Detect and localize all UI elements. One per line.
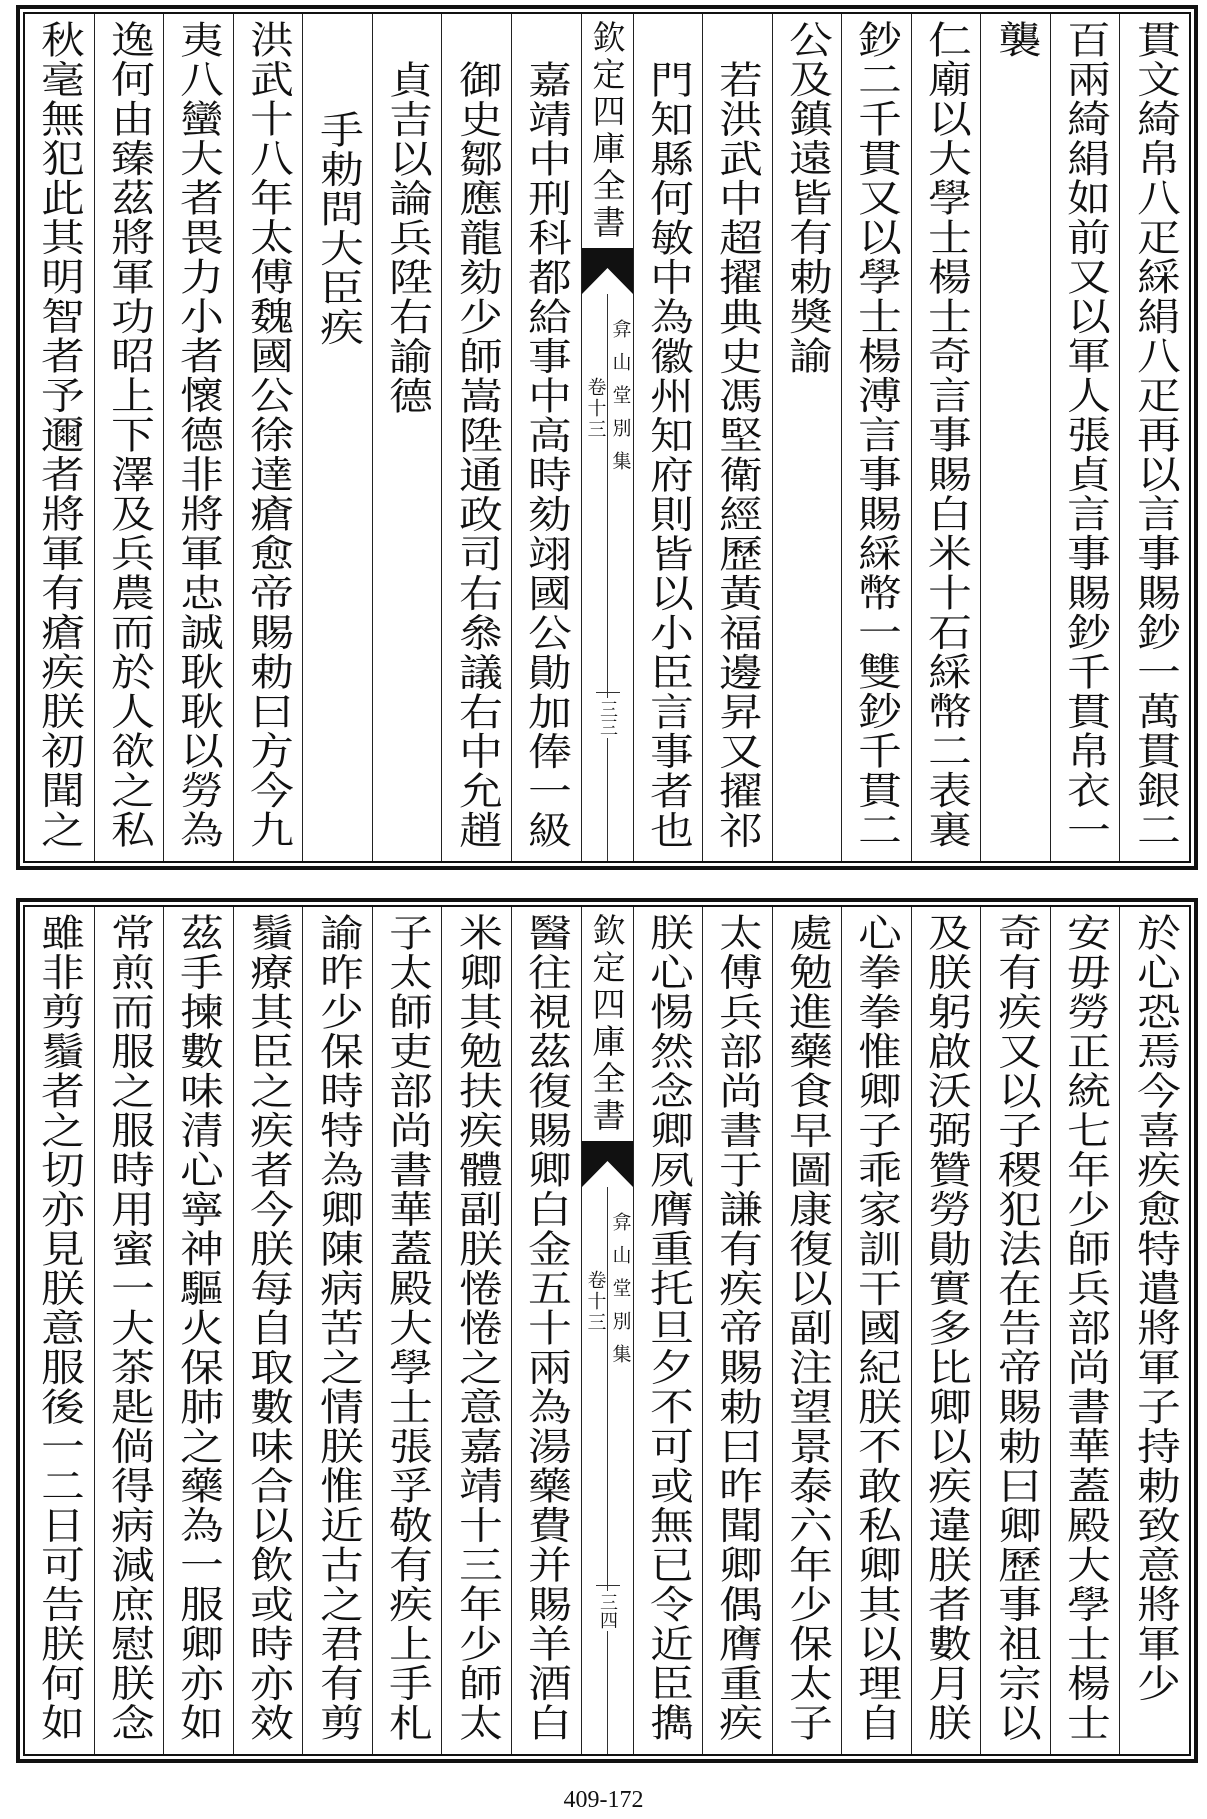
text-column	[512, 14, 582, 861]
column-text: 秋毫無犯此其明智者予邇者將軍有瘡疾朕初聞之	[33, 20, 85, 850]
text-column	[773, 907, 843, 1754]
text-column	[912, 907, 982, 1754]
column-text: 常煎而服之服時用蜜一大茶匙倘得病減庶慰朕念	[103, 913, 155, 1743]
fishtail-mark	[582, 1141, 633, 1187]
column-text: 仁廟以大學士楊士奇言事賜白米十石綵幣二表裏	[920, 20, 972, 850]
fold-collection-title: 欽定四庫全書	[587, 20, 627, 242]
page-frame-bottom	[16, 898, 1198, 1763]
fold-volume-label: 卷十三	[584, 1270, 607, 1333]
fold-center-line	[607, 1187, 608, 1754]
column-text: 夷八蠻大者畏力小者懷德非將軍忠誠耿耿以勞為	[173, 20, 224, 850]
text-column	[773, 14, 843, 861]
text-column	[95, 14, 165, 861]
text-column	[373, 14, 443, 861]
page-body	[23, 905, 1191, 1756]
column-text: 於心恐焉今喜疾愈特遣將軍子持勅致意將軍少	[1129, 913, 1181, 1703]
text-column	[373, 907, 443, 1754]
page-frame-top	[16, 5, 1198, 870]
fishtail-mark	[582, 248, 633, 294]
text-column	[842, 14, 912, 861]
text-column	[912, 14, 982, 861]
fold-page-number: 三四	[597, 1593, 618, 1629]
text-column	[25, 14, 95, 861]
section-heading: 手勅問大臣疾	[312, 110, 363, 347]
column-text: 若洪武中超擢典史馮堅衛經歷黃福邊昇又擢祁	[712, 60, 763, 850]
column-text: 御史鄒應龍劾少師嵩陞通政司右叅議右中允趙	[451, 60, 502, 850]
fold-page-number: 三三	[597, 700, 618, 736]
text-column	[703, 907, 773, 1754]
text-column	[164, 907, 234, 1754]
volume-page-code: 409-172	[563, 1787, 644, 1813]
column-text: 茲手揀數味清心寧神驅火保肺之藥為一服卿亦如	[173, 913, 224, 1743]
text-column	[1120, 14, 1189, 861]
page-fold-center	[582, 907, 634, 1754]
column-text: 安毋勞正統七年少師兵部尚書華蓋殿大學士楊士	[1059, 913, 1111, 1743]
text-column	[512, 907, 582, 1754]
fold-book-title: 弇山堂別集	[609, 1212, 632, 1377]
column-text: 公及鎮遠皆有勅奬諭	[781, 20, 833, 376]
column-text: 嘉靖中刑科都給事中高時劾翊國公勛加俸一級	[520, 60, 572, 850]
column-text: 太傅兵部尚書于謙有疾帝賜勅曰昨聞卿偶膺重疾	[712, 913, 763, 1743]
column-text: 朕心惕然念卿夙膺重托旦夕不可或無已令近臣擕	[642, 913, 694, 1743]
column-text: 逸何由臻茲將軍功昭上下澤及兵農而於人欲之私	[103, 20, 155, 850]
column-text: 心拳拳惟卿子乖家訓干國紀朕不敢私卿其以理自	[851, 913, 902, 1743]
text-column	[981, 907, 1051, 1754]
page-fold-center	[582, 14, 634, 861]
page-body	[23, 12, 1191, 863]
text-column	[1051, 907, 1121, 1754]
column-text: 雖非剪鬚者之切亦見朕意服後一二日可告朕何如	[33, 913, 85, 1743]
column-text: 貞吉以論兵陞右諭德	[381, 60, 433, 416]
column-text: 襲	[990, 20, 1041, 60]
fold-book-title: 弇山堂別集	[609, 319, 632, 484]
text-column	[442, 907, 512, 1754]
text-column	[303, 907, 373, 1754]
text-column	[703, 14, 773, 861]
column-text: 門知縣何敏中為徽州知府則皆以小臣言事者也	[642, 60, 694, 850]
fold-volume-label: 卷十三	[584, 377, 607, 440]
text-column	[164, 14, 234, 861]
text-column	[234, 907, 304, 1754]
text-column	[634, 14, 704, 861]
column-text: 米卿其勉扶疾體副朕惓惓之意嘉靖十三年少師太	[451, 913, 502, 1743]
column-text: 子太師吏部尚書華蓋殿大學士張孚敬有疾上手札	[381, 913, 433, 1743]
text-column	[1051, 14, 1121, 861]
column-text: 百兩綺絹如前又以軍人張貞言事賜鈔千貫帛衣一	[1059, 20, 1111, 850]
column-text: 奇有疾又以子稷犯法在告帝賜勅曰卿歷事祖宗以	[990, 913, 1041, 1743]
column-text: 處勉進藥食早圖康復以副注望景泰六年少保太子	[781, 913, 833, 1743]
column-text: 鈔二千貫又以學士楊溥言事賜綵幣一雙鈔千貫二	[851, 20, 902, 850]
fold-center-line	[607, 294, 608, 861]
section-heading-column	[303, 14, 373, 861]
text-column	[634, 907, 704, 1754]
text-column	[25, 907, 95, 1754]
column-text: 醫往視茲復賜卿白金五十兩為湯藥費并賜羊酒白	[520, 913, 572, 1743]
fold-collection-title: 欽定四庫全書	[587, 913, 627, 1135]
column-text: 貫文綺帛八疋綵絹八疋再以言事賜鈔一萬貫銀二	[1129, 20, 1181, 850]
column-text: 鬚療其臣之疾者今朕每自取數味合以飲或時亦效	[242, 913, 294, 1743]
text-column	[1120, 907, 1189, 1754]
page-number-rule	[596, 1585, 620, 1586]
text-column	[234, 14, 304, 861]
page-number-rule	[596, 692, 620, 693]
column-text: 及朕躬啟沃弼贊勞勛實多比卿以疾違朕者數月朕	[920, 913, 972, 1743]
column-text: 諭昨少保時特為卿陳病苦之情朕惟近古之君有剪	[312, 913, 363, 1743]
text-column	[442, 14, 512, 861]
text-column	[95, 907, 165, 1754]
column-text: 洪武十八年太傅魏國公徐達瘡愈帝賜勅曰方今九	[242, 20, 294, 850]
text-column	[981, 14, 1051, 861]
text-column	[842, 907, 912, 1754]
